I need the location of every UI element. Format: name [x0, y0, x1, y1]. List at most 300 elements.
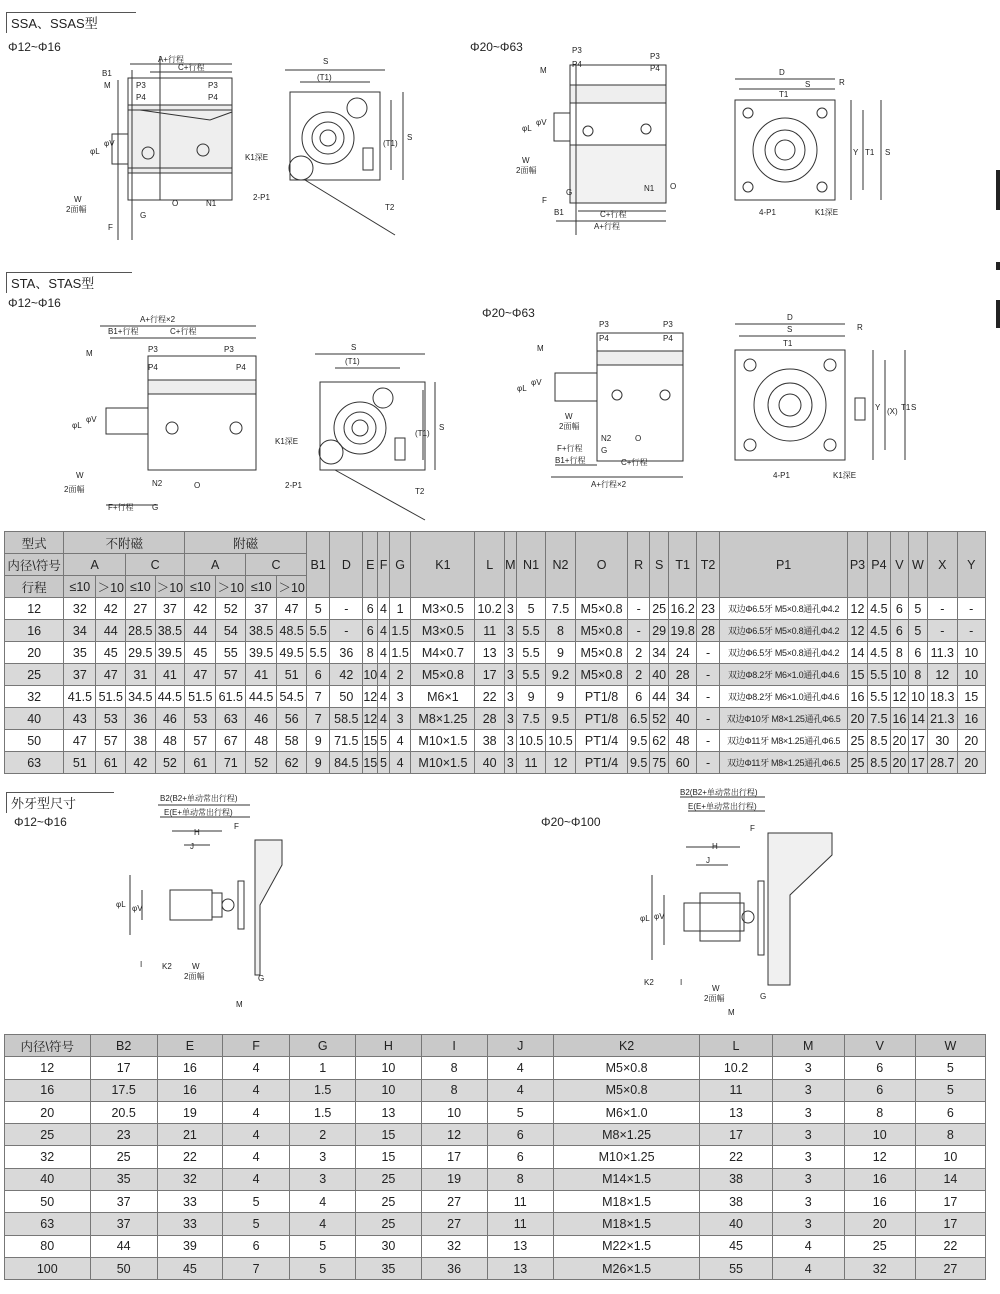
svg-text:(T1): (T1)	[415, 429, 430, 438]
svg-text:(X): (X)	[887, 407, 898, 416]
table-header-cell: ＞10	[155, 576, 185, 598]
svg-text:T1: T1	[783, 339, 793, 348]
table-cell: 40	[5, 708, 64, 730]
table-cell: -	[697, 752, 720, 774]
table-row	[5, 1168, 986, 1190]
table-row	[5, 730, 986, 752]
table-cell: -	[330, 598, 363, 620]
table-cell: 17	[421, 1146, 487, 1168]
section-title-ext: 外牙型尺寸	[6, 792, 84, 813]
sta-small-end-drawing	[275, 340, 455, 525]
svg-text:S: S	[407, 133, 413, 142]
table-cell: 8	[915, 1124, 985, 1146]
table-cell: 13	[487, 1257, 553, 1279]
table-cell: 1.5	[290, 1101, 356, 1123]
table-header-cell: W	[915, 1035, 985, 1057]
table-cell: 4	[389, 752, 411, 774]
table-cell: 20	[5, 1101, 91, 1123]
table-cell: 10.5	[546, 730, 575, 752]
table-cell: 13	[700, 1101, 772, 1123]
table-cell: M6×1.0	[553, 1101, 700, 1123]
table-header-cell: H	[356, 1035, 421, 1057]
svg-text:B1+行程: B1+行程	[555, 456, 586, 465]
table-cell: 9.5	[628, 730, 650, 752]
table-cell: 32	[64, 598, 96, 620]
table-cell: 39.5	[246, 642, 277, 664]
table-cell: 6	[844, 1079, 915, 1101]
svg-text:D: D	[779, 68, 785, 77]
table-cell: 12	[5, 1057, 91, 1079]
svg-text:C+行程: C+行程	[178, 63, 205, 72]
table-row	[5, 1191, 986, 1213]
diameter-label: Φ20~Φ100	[541, 815, 601, 829]
table-cell: 4	[223, 1146, 290, 1168]
table-cell: M5×0.8	[553, 1079, 700, 1101]
table-cell: 9	[307, 752, 330, 774]
table-cell: 3	[389, 708, 411, 730]
table-cell: 8	[546, 620, 575, 642]
table-cell: 28	[475, 708, 504, 730]
table-cell: 10	[363, 664, 378, 686]
table-cell: 4	[378, 686, 390, 708]
table-header-cell: N2	[546, 532, 575, 598]
table-cell: 3	[504, 664, 516, 686]
table-cell: 38.5	[155, 620, 185, 642]
svg-text:B2(B2+单动常出行程): B2(B2+单动常出行程)	[160, 794, 238, 803]
table-cell: 12	[891, 686, 909, 708]
table-cell: 25	[5, 664, 64, 686]
svg-text:S: S	[805, 80, 811, 89]
svg-text:P3: P3	[650, 52, 660, 61]
table-cell: 46	[246, 708, 277, 730]
table-cell: 57	[185, 730, 216, 752]
svg-text:C+行程: C+行程	[621, 458, 648, 467]
table-cell: 51.5	[185, 686, 216, 708]
table-row	[5, 642, 986, 664]
table-cell: M8×1.25	[411, 708, 475, 730]
table-cell: 22	[157, 1146, 222, 1168]
table-header-cell: D	[330, 532, 363, 598]
table-cell: 3	[772, 1101, 844, 1123]
table-cell: 71.5	[330, 730, 363, 752]
table-row	[5, 620, 986, 642]
table-header-cell: X	[928, 532, 957, 598]
table-cell: -	[697, 708, 720, 730]
table-cell: 4	[223, 1168, 290, 1190]
table-cell: 44	[96, 620, 126, 642]
svg-text:2面幅: 2面幅	[184, 972, 205, 981]
svg-text:K1深E: K1深E	[275, 437, 299, 446]
table-header-cell: L	[475, 532, 504, 598]
table-cell: 16	[5, 1079, 91, 1101]
table-cell: 4	[378, 598, 390, 620]
table-cell: 25	[649, 598, 668, 620]
table-cell: 11	[475, 620, 504, 642]
table-row	[5, 1124, 986, 1146]
ext-small-drawing	[110, 785, 290, 1010]
svg-text:P4: P4	[572, 60, 582, 69]
table-cell: 46	[155, 708, 185, 730]
table-row	[5, 686, 986, 708]
table-row	[5, 1057, 986, 1079]
table-cell: 48	[155, 730, 185, 752]
table-row	[5, 1101, 986, 1123]
svg-text:G: G	[258, 974, 265, 983]
svg-text:B2(B2+单动常出行程): B2(B2+单动常出行程)	[680, 788, 758, 797]
table-cell: 44.5	[246, 686, 277, 708]
table-cell: 6	[891, 620, 909, 642]
table-cell: 38.5	[246, 620, 277, 642]
table-cell: 37	[155, 598, 185, 620]
table-cell: 3	[772, 1146, 844, 1168]
table-cell: 25	[848, 730, 868, 752]
table-cell: -	[628, 620, 650, 642]
table-cell: 48.5	[277, 620, 307, 642]
table-cell: 16.2	[669, 598, 697, 620]
table-cell: 5	[378, 752, 390, 774]
table-cell: -	[697, 664, 720, 686]
svg-text:N1: N1	[206, 199, 217, 208]
table-cell: 36	[126, 708, 155, 730]
svg-text:O: O	[172, 199, 179, 208]
table-cell: 63	[5, 1213, 91, 1235]
table-cell: 3	[772, 1191, 844, 1213]
svg-text:G: G	[152, 503, 159, 512]
table-cell: 10.2	[700, 1057, 772, 1079]
table-cell: 61	[96, 752, 126, 774]
table-header-cell: T2	[697, 532, 720, 598]
table-cell: 双边Φ8.2牙 M6×1.0通孔Φ4.6	[720, 686, 848, 708]
svg-text:W: W	[712, 984, 720, 993]
table-cell: 27	[421, 1191, 487, 1213]
table-cell: 6	[844, 1057, 915, 1079]
table-cell: 12	[546, 752, 575, 774]
table-header-cell: N1	[516, 532, 545, 598]
table-cell: 6	[908, 642, 927, 664]
table-cell: 14	[915, 1168, 985, 1190]
svg-text:N1: N1	[644, 184, 655, 193]
svg-text:F: F	[542, 196, 547, 205]
svg-text:P3: P3	[224, 345, 234, 354]
svg-text:N2: N2	[152, 479, 163, 488]
svg-text:E(E+单动常出行程): E(E+单动常出行程)	[164, 808, 233, 817]
table-cell: 9	[516, 686, 545, 708]
table-header-cell: F	[378, 532, 390, 598]
table-cell: 38	[700, 1191, 772, 1213]
svg-text:T1: T1	[779, 90, 789, 99]
table-cell: 4	[772, 1235, 844, 1257]
svg-text:M: M	[537, 344, 544, 353]
table-cell: 48	[669, 730, 697, 752]
table-cell: -	[928, 620, 957, 642]
svg-text:A+行程: A+行程	[158, 55, 185, 64]
table-cell: 34	[669, 686, 697, 708]
table-header-cell: S	[649, 532, 668, 598]
table-cell: 20	[844, 1213, 915, 1235]
svg-text:B1: B1	[102, 69, 112, 78]
svg-text:φV: φV	[104, 139, 115, 148]
table-cell: 28	[669, 664, 697, 686]
table-cell: 6	[363, 620, 378, 642]
table-cell: 7	[223, 1257, 290, 1279]
table-cell: 5	[290, 1257, 356, 1279]
table-row	[5, 708, 986, 730]
table-cell: 7	[307, 708, 330, 730]
svg-text:φV: φV	[531, 378, 542, 387]
table-cell: M10×1.25	[553, 1146, 700, 1168]
table-cell: 3	[504, 642, 516, 664]
table-cell: 双边Φ6.5牙 M5×0.8通孔Φ4.2	[720, 620, 848, 642]
table-header-cell: 附磁	[185, 532, 307, 554]
sta-large-side-drawing	[505, 315, 695, 490]
table-header-cell: ＞10	[277, 576, 307, 598]
table-header-cell: ＞10	[96, 576, 126, 598]
table-cell: 7	[307, 686, 330, 708]
svg-text:S: S	[911, 403, 917, 412]
table-cell: 8	[421, 1057, 487, 1079]
table-cell: 7.5	[546, 598, 575, 620]
table-cell: 4	[487, 1079, 553, 1101]
table-cell: 39.5	[155, 642, 185, 664]
table-cell: 11.3	[928, 642, 957, 664]
table-cell: 双边Φ8.2牙 M6×1.0通孔Φ4.6	[720, 664, 848, 686]
table-cell: 8	[363, 642, 378, 664]
table-cell: 44	[649, 686, 668, 708]
table-cell: 52	[216, 598, 246, 620]
table-cell: 75	[649, 752, 668, 774]
table-cell: 21.3	[928, 708, 957, 730]
svg-text:2-P1: 2-P1	[285, 481, 302, 490]
table-header-cell: V	[844, 1035, 915, 1057]
svg-text:W: W	[192, 962, 200, 971]
table-row	[5, 1146, 986, 1168]
table-cell: 20	[957, 752, 985, 774]
svg-text:P4: P4	[148, 363, 158, 372]
table-cell: 50	[90, 1257, 157, 1279]
diameter-label: Φ12~Φ16	[8, 40, 61, 54]
table-header-cell: E	[363, 532, 378, 598]
svg-text:D: D	[787, 313, 793, 322]
table-cell: 3	[504, 620, 516, 642]
table-cell: 15	[363, 752, 378, 774]
svg-text:W: W	[565, 412, 573, 421]
table-cell: 45	[700, 1235, 772, 1257]
table-cell: -	[628, 598, 650, 620]
table-cell: 35	[90, 1168, 157, 1190]
table-cell: 16	[5, 620, 64, 642]
table-cell: 20	[957, 730, 985, 752]
table-cell: 3	[504, 708, 516, 730]
table-cell: 52	[649, 708, 668, 730]
table-cell: 双边Φ11牙 M8×1.25通孔Φ6.5	[720, 730, 848, 752]
table-cell: 3	[504, 686, 516, 708]
svg-text:S: S	[323, 57, 329, 66]
table-cell: 5.5	[516, 642, 545, 664]
table-cell: 2	[389, 664, 411, 686]
table-header-cell: G	[389, 532, 411, 598]
diameter-label: Φ12~Φ16	[14, 815, 67, 829]
table-cell: 10.2	[475, 598, 504, 620]
svg-text:F+行程: F+行程	[557, 444, 583, 453]
svg-text:A+行程×2: A+行程×2	[591, 480, 627, 489]
table-cell: 60	[669, 752, 697, 774]
table-cell: M3×0.5	[411, 620, 475, 642]
svg-text:P4: P4	[236, 363, 246, 372]
table-cell: 39	[157, 1235, 222, 1257]
table-cell: 27	[126, 598, 155, 620]
table-cell: 5.5	[516, 664, 545, 686]
table-cell: 10	[957, 642, 985, 664]
table-cell: 12	[363, 686, 378, 708]
svg-text:G: G	[566, 188, 573, 197]
table-header-cell: B2	[90, 1035, 157, 1057]
table-cell: 47	[96, 664, 126, 686]
table-cell: 6	[487, 1146, 553, 1168]
table-cell: 37	[64, 664, 96, 686]
table-header-cell: 型式	[5, 532, 64, 554]
table-cell: M22×1.5	[553, 1235, 700, 1257]
table-cell: 17	[90, 1057, 157, 1079]
table-cell: 6	[223, 1235, 290, 1257]
table-cell: 42	[185, 598, 216, 620]
table-cell: -	[697, 730, 720, 752]
svg-text:M: M	[236, 1000, 243, 1009]
svg-text:R: R	[839, 78, 845, 87]
svg-text:B1+行程: B1+行程	[108, 327, 139, 336]
table-cell: 20	[848, 708, 868, 730]
svg-text:4-P1: 4-P1	[773, 471, 790, 480]
table-cell: 4.5	[867, 620, 890, 642]
table-cell: 9.5	[628, 752, 650, 774]
svg-text:M: M	[728, 1008, 735, 1017]
table-cell: 25	[356, 1213, 421, 1235]
table-cell: 6	[628, 686, 650, 708]
table-cell: 10	[908, 686, 927, 708]
svg-text:φL: φL	[517, 384, 527, 393]
table-cell: 37	[90, 1213, 157, 1235]
svg-text:P3: P3	[599, 320, 609, 329]
table-cell: M18×1.5	[553, 1213, 700, 1235]
table-cell: 27	[915, 1257, 985, 1279]
table-cell: 4	[378, 642, 390, 664]
table-cell: 双边Φ6.5牙 M5×0.8通孔Φ4.2	[720, 642, 848, 664]
table-cell: -	[928, 598, 957, 620]
table-cell: 21	[157, 1124, 222, 1146]
svg-text:(T1): (T1)	[383, 139, 398, 148]
svg-text:N2: N2	[601, 434, 612, 443]
diameter-label: Φ20~Φ63	[470, 40, 523, 54]
table-cell: 48	[246, 730, 277, 752]
table-cell: 44	[90, 1235, 157, 1257]
table-cell: 67	[216, 730, 246, 752]
svg-text:O: O	[635, 434, 642, 443]
svg-text:W: W	[522, 156, 530, 165]
table-cell: 2	[628, 642, 650, 664]
table-cell: 16	[844, 1191, 915, 1213]
svg-text:K2: K2	[644, 978, 654, 987]
table-cell: 34.5	[126, 686, 155, 708]
table-cell: -	[957, 598, 985, 620]
table-cell: 15	[356, 1146, 421, 1168]
table-cell: 10.5	[516, 730, 545, 752]
svg-text:φL: φL	[640, 914, 650, 923]
table-header-cell: E	[157, 1035, 222, 1057]
table-cell: 10	[421, 1101, 487, 1123]
table-cell: 12	[928, 664, 957, 686]
table-cell: 6	[307, 664, 330, 686]
ssa-small-end-drawing	[245, 50, 425, 240]
table-cell: 37	[90, 1191, 157, 1213]
table-cell: 4.5	[867, 598, 890, 620]
table-header-cell: ≤10	[64, 576, 96, 598]
table-cell: 47	[277, 598, 307, 620]
sta-dimension-table	[4, 531, 986, 774]
table-cell: 25	[90, 1146, 157, 1168]
svg-text:P3: P3	[148, 345, 158, 354]
table-cell: 35	[356, 1257, 421, 1279]
table-cell: 3	[504, 598, 516, 620]
table-cell: 12	[844, 1146, 915, 1168]
table-header-cell: Y	[957, 532, 985, 598]
table-cell: 20	[891, 730, 909, 752]
section-title-ssa: SSA、SSAS型	[6, 12, 106, 33]
table-cell: 38	[700, 1168, 772, 1190]
table-header-cell: M	[772, 1035, 844, 1057]
table-cell: 45	[185, 642, 216, 664]
table-cell: 32	[157, 1168, 222, 1190]
table-cell: M5×0.8	[411, 664, 475, 686]
table-cell: 40	[669, 708, 697, 730]
table-cell: 10	[957, 664, 985, 686]
table-header-cell: C	[126, 554, 185, 576]
table-cell: 18.3	[928, 686, 957, 708]
table-cell: 53	[96, 708, 126, 730]
svg-text:S: S	[439, 423, 445, 432]
svg-text:S: S	[787, 325, 793, 334]
table-cell: 25	[844, 1235, 915, 1257]
svg-text:P4: P4	[650, 64, 660, 73]
sta-small-side-drawing	[60, 310, 265, 515]
table-cell: 32	[5, 1146, 91, 1168]
table-cell: 63	[5, 752, 64, 774]
table-cell: 11	[700, 1079, 772, 1101]
table-cell: 4	[290, 1213, 356, 1235]
table-header-cell: 内径\符号	[5, 554, 64, 576]
table-cell: 4	[378, 708, 390, 730]
table-cell: M6×1	[411, 686, 475, 708]
svg-text:A+行程: A+行程	[594, 222, 621, 231]
svg-text:K2: K2	[162, 962, 172, 971]
table-cell: 2	[628, 664, 650, 686]
svg-text:R: R	[857, 323, 863, 332]
table-cell: 52	[155, 752, 185, 774]
table-header-cell: T1	[669, 532, 697, 598]
table-cell: 44	[185, 620, 216, 642]
table-cell: 41.5	[64, 686, 96, 708]
table-cell: 38	[126, 730, 155, 752]
table-cell: 10	[356, 1057, 421, 1079]
table-cell: 45	[96, 642, 126, 664]
table-cell: 8	[891, 642, 909, 664]
table-cell: 19	[157, 1101, 222, 1123]
table-cell: 9	[546, 642, 575, 664]
section-title-sta: STA、STAS型	[6, 272, 102, 293]
svg-text:2面幅: 2面幅	[516, 166, 537, 175]
edge-mark	[996, 300, 1000, 328]
table-cell: 3	[504, 730, 516, 752]
table-cell: 15	[957, 686, 985, 708]
table-cell: 11	[487, 1213, 553, 1235]
